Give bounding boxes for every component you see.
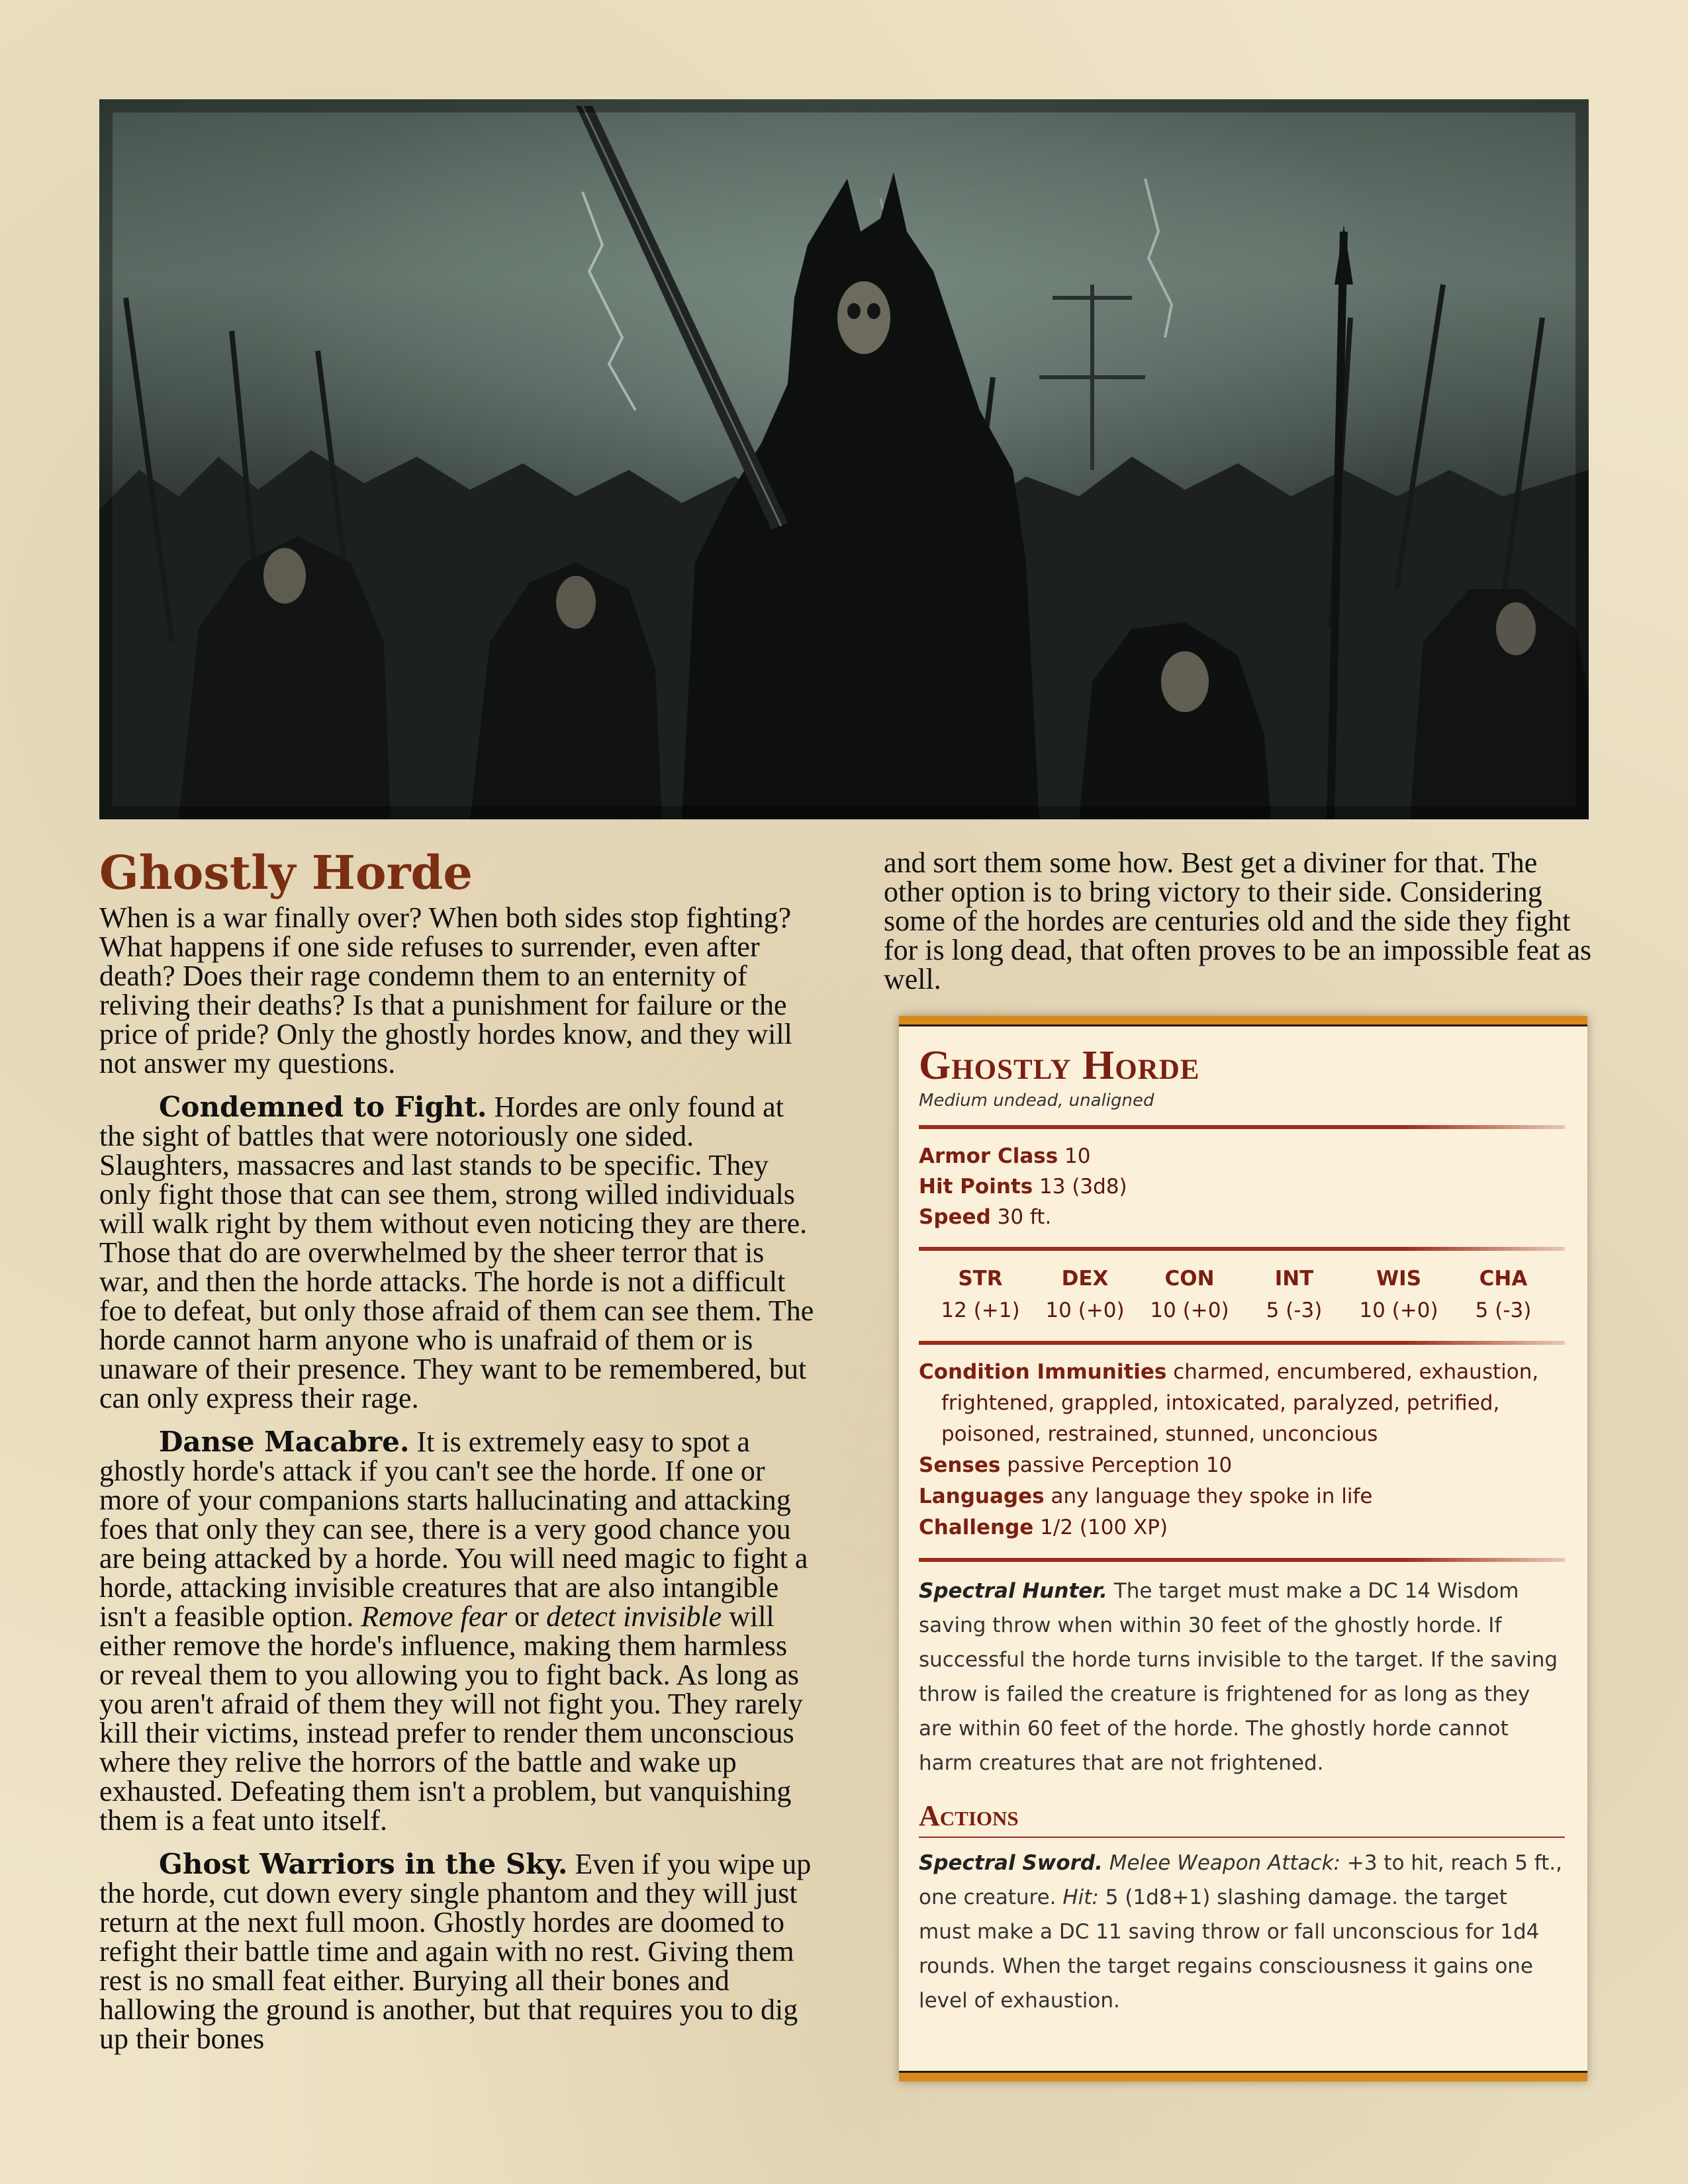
languages: Languages any language they spoke in life [919, 1484, 1373, 1509]
speed: Speed 30 ft. [919, 1205, 1052, 1230]
section-text: Hordes are only found at the sight of battles that were notoriously one sided. Slaughters, massacres and last stands to be specific. They only fight those that can see them, strong willed individuals will walk right by them without even noticing they are there. Those that do are overwhelmed by the sheer terror that is war, and then the horde attacks. The horde is not a difficult foe to defeat, but only those afraid of them can see them. The horde cannot harm anyone who is unafraid of them or is unaware of their presence. They want to be remembered, but can only express their rage. [99, 1091, 814, 1414]
creature-name: Ghostly Horde [919, 1043, 1200, 1088]
divider [919, 1341, 1565, 1345]
condition-immunities: Condition Immunities charmed, encumbered, exhaustion, frightened, grappled, intoxicated, paralyzed, petrified, poisoned, restrained, stunned, unconcious [919, 1360, 1539, 1447]
actions-divider [919, 1837, 1565, 1838]
actions-heading: Actions [919, 1799, 1019, 1833]
ability-wis: WIS 10 (+0) [1359, 1267, 1438, 1323]
left-column [99, 847, 814, 2068]
hit-points: Hit Points 13 (3d8) [919, 1175, 1127, 1199]
ability-dex: DEX 10 (+0) [1045, 1267, 1125, 1323]
divider [919, 1558, 1565, 1562]
undead-army-illustration [99, 99, 1589, 819]
article-title: Ghostly Horde [99, 845, 473, 900]
section-text: Even if you wipe up the horde, cut down every single phantom and they will just return at the next full moon. Ghostly hordes are doomed to refight their battle time and again with no rest. Giving them rest is no small feat either. Burying all their bones and hallowing the ground is another, but that requires you to dig up their bones [99, 1848, 812, 2055]
senses: Senses passive Perception 10 [919, 1453, 1233, 1478]
section-text: It is extremely easy to spot a ghostly horde's attack if you can't see the horde. If one or more of your companions starts hallucinating and attacking foes that only they can see, there is a very good chance you are being attacked by a horde. You will need magic to fight a horde, attacking invisible creatures that are also intangible isn't a feasible option. [99, 1426, 808, 1633]
section-danse-macabre [99, 1428, 814, 1835]
section-condemned [99, 1093, 814, 1413]
section-heading: Ghost Warriors in the Sky. [159, 1848, 568, 1880]
ability-cha: CHA 5 (-3) [1475, 1267, 1532, 1323]
section-heading: Condemned to Fight. [159, 1091, 487, 1123]
divider [919, 1125, 1565, 1129]
action-spectral-sword: Spectral Sword. Melee Weapon Attack: +3 to hit, reach 5 ft., one creature. Hit: 5 (1d8+1) slashing damage. the target must make a DC 11 saving throw or fall unconscious for 1d4 rounds. When the target regains consciousness it gains one level of exhaustion. [919, 1850, 1562, 2013]
creature-type: Medium undead, unaligned [919, 1091, 1154, 1111]
divider [919, 1247, 1565, 1251]
stat-block [899, 1016, 1587, 2081]
hero-illustration [99, 99, 1589, 819]
ability-con: CON 10 (+0) [1150, 1267, 1229, 1323]
trait-spectral-hunter: Spectral Hunter. The target must make a DC 14 Wisdom saving throw when within 30 feet of the ghostly horde. If successful the horde turns invisible to the target. If the saving throw is failed the creature is frightened for as long as they are within 60 feet of the horde. The ghostly horde cannot harm creatures that are not frightened. [919, 1579, 1558, 1776]
spell-name: detect invisible [546, 1600, 722, 1633]
section-ghost-warriors [99, 1850, 814, 2054]
ability-int: INT 5 (-3) [1266, 1267, 1323, 1323]
ability-str: STR 12 (+1) [941, 1267, 1020, 1323]
right-column [884, 848, 1592, 1009]
continuation-paragraph: and sort them some how. Best get a diviner for that. The other option is to bring victory to their side. Considering some of the hordes are centuries old and the side they fight for is long dead, that often proves to be an impossible feat as well. [884, 846, 1592, 995]
challenge: Challenge 1/2 (100 XP) [919, 1516, 1168, 1540]
section-heading: Danse Macabre. [159, 1426, 410, 1458]
armor-class: Armor Class 10 [919, 1144, 1091, 1169]
conjunction: or [514, 1600, 539, 1633]
spell-name: Remove fear [361, 1600, 508, 1633]
section-text: will either remove the horde's influence, making them harmless or reveal them to you allowing you to fight back. As long as you aren't afraid of them they will not fight you. They rarely kill their victims, instead prefer to render them unconscious where they relive the horrors of the battle and wake up exhausted. Defeating them isn't a problem, but vanquishing them is a feat unto itself. [99, 1600, 803, 1837]
ability-scores [919, 1263, 1565, 1326]
intro-paragraph: When is a war finally over? When both sides stop fighting? What happens if one side refuses to surrender, even after death? Does their rage condemn them to an enternity of reliving their deaths? Is that a punishment for failure or the price of pride? Only the ghostly hordes know, and they will not answer my questions. [99, 901, 792, 1079]
